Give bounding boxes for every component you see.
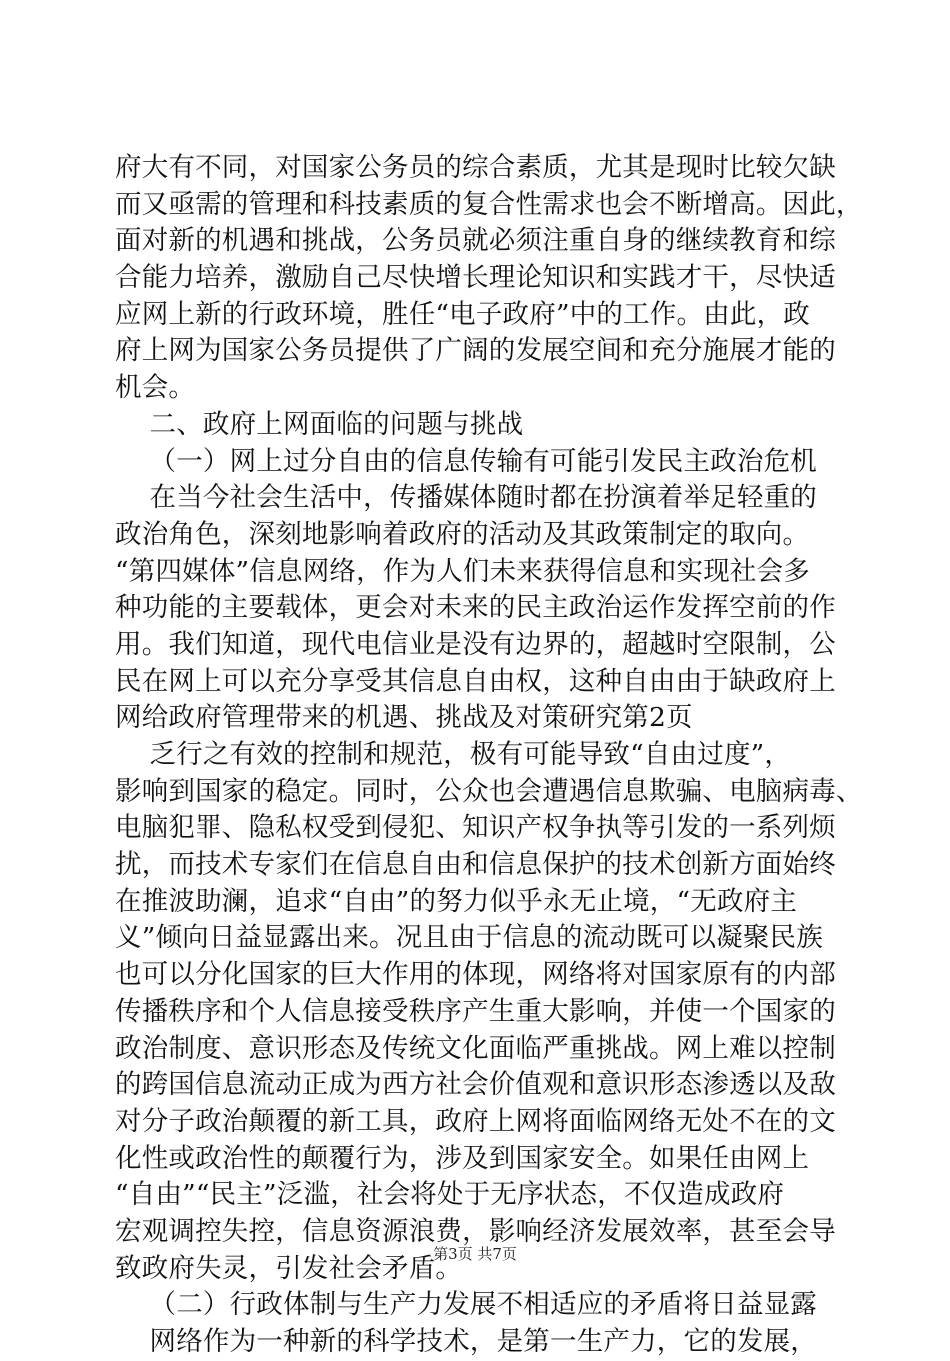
text-line: 网络作为一种新的科学技术，是第一生产力，它的发展， (115, 1326, 817, 1357)
text-line: 影响到国家的稳定。同时，公众也会遭遇信息欺骗、电脑病毒、 (115, 775, 863, 807)
text-line: “自由”“民主”泛滥，社会将处于无序状态，不仅造成政府 (115, 1179, 785, 1211)
text-line: 府上网为国家公务员提供了广阔的发展空间和充分施展才能的 (115, 335, 836, 367)
text-line: （一）网上过分自由的信息传输有可能引发民主政治危机 (115, 445, 817, 477)
text-line: （二）行政体制与生产力发展不相适应的矛盾将日益显露 (115, 1289, 817, 1321)
text-line: 扰，而技术专家们在信息自由和信息保护的技术创新方面始终 (115, 849, 836, 881)
text-line: 电脑犯罪、隐私权受到侵犯、知识产权争执等引发的一系列烦 (115, 812, 836, 844)
text-line: 在推波助澜，追求“自由”的努力似乎永无止境，“无政府主 (115, 885, 798, 917)
text-line: 致政府失灵，引发社会矛盾。 (115, 1252, 463, 1284)
text-line: 民在网上可以充分享受其信息自由权，这种自由由于缺政府上 (115, 665, 836, 697)
text-line: 府大有不同，对国家公务员的综合素质，尤其是现时比较欠缺 (115, 152, 836, 183)
text-line: 政治制度、意识形态及传统文化面临严重挑战。网上难以控制 (115, 1032, 836, 1064)
text-line: 合能力培养，激励自己尽快增长理论知识和实践才干，尽快适 (115, 262, 836, 294)
text-line: 政治角色，深刻地影响着政府的活动及其政策制定的取向。 (115, 518, 810, 550)
body-text (115, 150, 863, 1361)
text-line: 应网上新的行政环境，胜任“电子政府”中的工作。由此，政 (115, 298, 810, 330)
text-line: 机会。 (115, 372, 196, 404)
text-line: 二、政府上网面临的问题与挑战 (115, 408, 524, 440)
text-line: 宏观调控失控，信息资源浪费，影响经济发展效率，甚至会导 (115, 1215, 836, 1247)
text-line: 传播秩序和个人信息接受秩序产生重大影响，并使一个国家的 (115, 995, 836, 1027)
text-line: 而又亟需的管理和科技素质的复合性需求也会不断增高。因此， (115, 188, 863, 220)
text-line: 网给政府管理带来的机遇、挑战及对策研究第2页 (115, 702, 693, 734)
text-line: 种功能的主要载体，更会对未来的民主政治运作发挥空前的作 (115, 592, 836, 624)
text-line: 在当今社会生活中，传播媒体随时都在扮演着举足轻重的 (115, 482, 817, 514)
text-line: 的跨国信息流动正成为西方社会价值观和意识形态渗透以及敌 (115, 1069, 836, 1101)
text-line: “第四媒体”信息网络，作为人们未来获得信息和实现社会多 (115, 555, 810, 587)
text-line: 义”倾向日益显露出来。况且由于信息的流动既可以凝聚民族 (115, 922, 823, 954)
page-footer: 第3页 共7页 (433, 1245, 517, 1263)
text-line: 也可以分化国家的巨大作用的体现，网络将对国家原有的内部 (115, 959, 836, 991)
text-line: 对分子政治颠覆的新工具，政府上网将面临网络无处不在的文 (115, 1105, 836, 1137)
text-line: 乏行之有效的控制和规范，极有可能导致“自由过度”， (115, 739, 792, 770)
text-line: 用。我们知道，现代电信业是没有边界的，超越时空限制，公 (115, 628, 836, 660)
text-line: 化性或政治性的颠覆行为，涉及到国家安全。如果任由网上 (115, 1142, 810, 1174)
text-line: 面对新的机遇和挑战，公务员就必须注重自身的继续教育和综 (115, 225, 836, 257)
